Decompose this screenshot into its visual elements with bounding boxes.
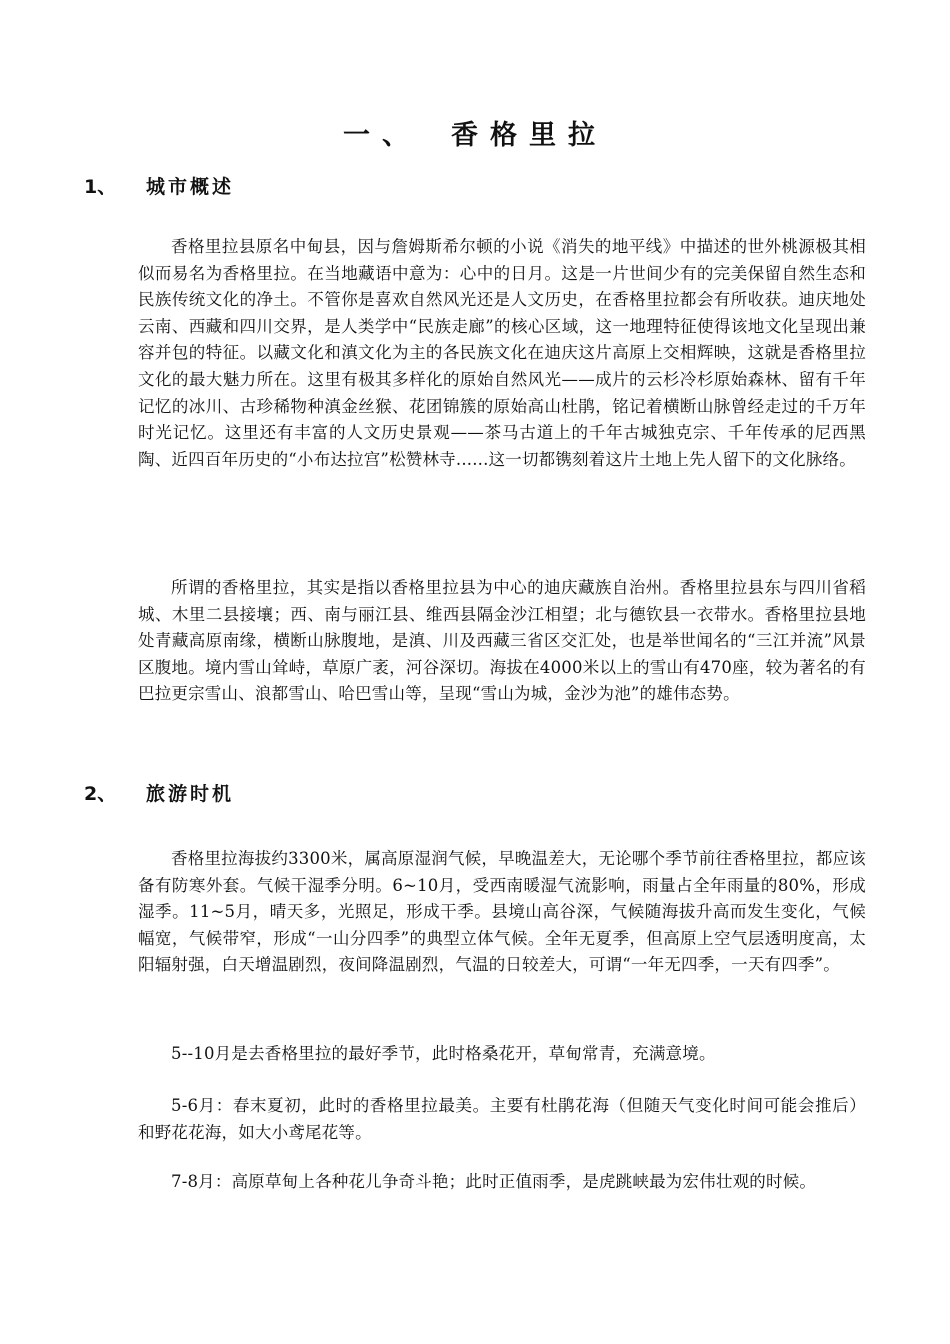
paragraph-city-overview-1: 香格里拉县原名中甸县，因与詹姆斯希尔顿的小说《消失的地平线》中描述的世外桃源极其相似而易名为香格里拉。在当地藏语中意为：心中的日月。这是一片世间少有的完美保留自然生态和民族传统文化的净土。不管你是喜欢自然风光还是人文历史，在香格里拉都会有所收获。迪庆地处云南、西藏和四川交界，是人类学中“民族走廊”的核心区域，这一地理特征使得该地文化呈现出兼容并包的特征。以藏文化和滇文化为主的各民族文化在迪庆这片高原上交相辉映，这就是香格里拉文化的最大魅力所在。这里有极其多样化的原始自然风光——成片的云杉冷杉原始森林、留有千年记忆的冰川、古珍稀物种滇金丝猴、花团锦簇的原始高山杜鹃，铭记着横断山脉曾经走过的千万年时光记忆。这里还有丰富的人文历史景观——茶马古道上的千年古城独克宗、千年传承的尼西黑陶、近四百年历史的“小布达拉宫”松赞林寺......这一切都镌刻着这片土地上先人留下的文化脉络。 — [138, 237, 866, 469]
section-number: 1、 — [84, 176, 117, 198]
section-heading-travel-timing — [84, 779, 234, 809]
paragraph-travel-timing-3: 5-6月：春末夏初，此时的香格里拉最美。主要有杜鹃花海（但随天气变化时间可能会推后）和野花花海，如大小鸢尾花等。 — [138, 1096, 866, 1142]
section-heading-city-overview — [84, 172, 234, 202]
page-title — [0, 116, 950, 156]
paragraph-city-overview-2: 所谓的香格里拉，其实是指以香格里拉县为中心的迪庆藏族自治州。香格里拉县东与四川省稻城、木里二县接壤；西、南与丽江县、维西县隔金沙江相望；北与德钦县一衣带水。香格里拉县地处青藏高原南缘，横断山脉腹地，是滇、川及西藏三省区交汇处，也是举世闻名的“三江并流”风景区腹地。境内雪山耸峙，草原广袤，河谷深切。海拔在4000米以上的雪山有470座，较为著名的有巴拉更宗雪山、浪都雪山、哈巴雪山等，呈现“雪山为城，金沙为池”的雄伟态势。 — [138, 578, 866, 704]
paragraph-travel-timing-1: 香格里拉海拔约3300米，属高原湿润气候，早晚温差大，无论哪个季节前往香格里拉，都应该备有防寒外套。气候干湿季分明。6~10月，受西南暖湿气流影响，雨量占全年雨量的80%，形成湿季。11~5月，晴天多，光照足，形成干季。县境山高谷深，气候随海拔升高而发生变化，气候幅宽，气候带窄，形成“一山分四季”的典型立体气候。全年无夏季，但高原上空气层透明度高，太阳辐射强，白天增温剧烈，夜间降温剧烈，气温的日较差大，可谓“一年无四季，一天有四季”。 — [138, 849, 866, 975]
paragraph-travel-timing-2: 5--10月是去香格里拉的最好季节，此时格桑花开，草甸常青，充满意境。 — [171, 1044, 716, 1063]
paragraph-travel-timing-4: 7-8月：高原草甸上各种花儿争奇斗艳；此时正值雨季，是虎跳峡最为宏伟壮观的时候。 — [171, 1172, 817, 1191]
section-number: 2、 — [84, 783, 117, 805]
title-number: 一、 — [343, 120, 421, 151]
title-text: 香格里拉 — [451, 120, 607, 151]
section-heading-text: 旅游时机 — [146, 783, 235, 805]
section-heading-text: 城市概述 — [146, 176, 235, 198]
